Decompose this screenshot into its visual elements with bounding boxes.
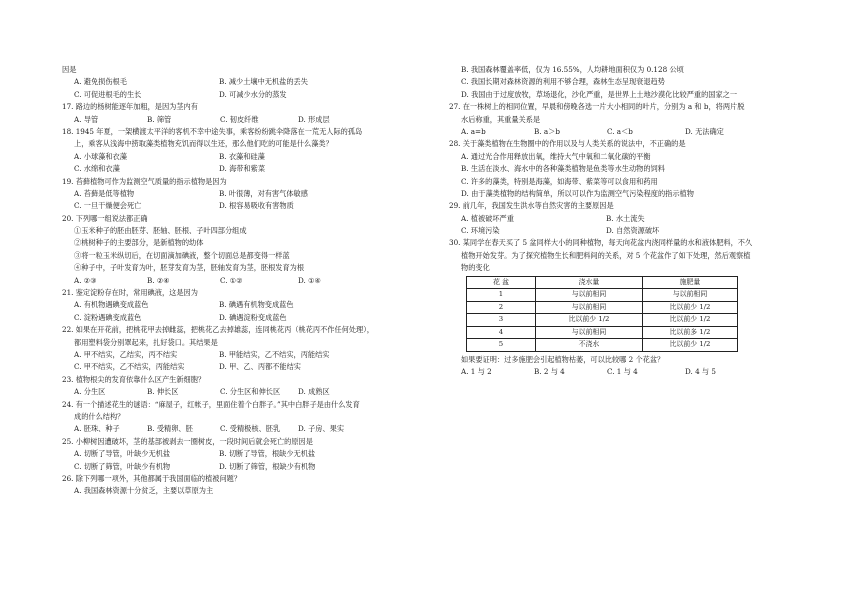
table-cell: 不浇水 <box>536 339 643 352</box>
option-row <box>62 151 427 163</box>
right-column <box>449 64 821 378</box>
option-row <box>62 275 427 287</box>
question-line: 20. 下列哪一组说法都正确 <box>62 213 148 223</box>
table-row <box>467 289 738 302</box>
question-line: 17. 路边的杨树能逐年加粗，是因为茎内有 <box>62 102 198 112</box>
question-line: 25. 小柳树因遭破坏，茎的基部被剥去一圈树皮，一段时间后就会死亡的原因是 <box>62 436 313 446</box>
option-row <box>62 163 427 175</box>
table-cell: 与以前相同 <box>643 289 738 302</box>
answer-option: D. 碘遇淀粉变成蓝色 <box>219 312 287 322</box>
answer-option: B. 2 与 4 <box>534 367 565 377</box>
text-line-continued: 上，乘客从浅海中捞取藻类植物充饥而得以生还，那么他们吃的可能是什么藻类？ <box>74 139 333 149</box>
table-cell: 比以前少 1/2 <box>643 339 738 352</box>
answer-option: C. 淀粉遇碘变成蓝色 <box>74 312 142 322</box>
answer-option: A. 甲不结实，乙结实，丙不结实 <box>74 349 178 359</box>
option-row <box>449 366 821 378</box>
text-line-continued: D. 由于藻类植物的结构简单，所以可以作为监测空气污染程度的指示植物 <box>461 188 694 198</box>
table-cell: 比以前少 1/2 <box>643 301 738 314</box>
answer-option: C. ①② <box>220 275 243 285</box>
answer-option: C. 一旦干燥便会死亡 <box>74 201 142 211</box>
question-line: 26. 除下列哪一项外，其他都属于我国面临的植被问题？ <box>62 473 242 483</box>
option-row <box>62 76 427 88</box>
answer-option: C. 韧皮纤维 <box>220 114 259 124</box>
table-cell: 3 <box>467 314 536 327</box>
option-row <box>62 386 427 398</box>
table-cell: 与以前相同 <box>536 301 643 314</box>
answer-option: A. 苔藓是低等植物 <box>74 188 135 198</box>
table-cell: 与以前相同 <box>536 289 643 302</box>
answer-option: C. 分生区和伸长区 <box>220 387 281 397</box>
text-line-continued: 植物开始发芽。为了探究植物生长和肥料间的关系，对 5 个花盆作了如下处理，然后观察植 <box>461 250 751 260</box>
answer-option: B. ②④ <box>147 275 170 285</box>
table-cell: 2 <box>467 301 536 314</box>
answer-option: A. 导管 <box>74 114 99 124</box>
option-row <box>62 299 427 311</box>
option-row <box>62 361 427 373</box>
question-line: 24. 有一个描述花生的谜语：“麻屋子，红帐子，里面住着个白胖子。”其中白胖子是由什么发育 <box>62 399 360 409</box>
answer-option: B. 衣藻和硅藻 <box>219 151 265 161</box>
option-row <box>62 423 427 435</box>
table-cell: 1 <box>467 289 536 302</box>
question-line: 21. 鉴定淀粉存在时，常用碘液，这是因为 <box>62 288 198 298</box>
table-header-row <box>467 276 738 289</box>
text-line-continued: ①玉米种子的胚由胚芽、胚轴、胚根、子叶四部分组成 <box>74 226 247 236</box>
table-cell: 比以前少 1/2 <box>536 314 643 327</box>
text-line-continued: C. 许多的藻类，特别是海藻，如海带、紫菜等可以食用和药用 <box>461 176 658 186</box>
answer-option: D. 海带和紫菜 <box>219 164 266 174</box>
answer-option: B. 减少土壤中无机盐的丢失 <box>219 77 308 87</box>
answer-option: D. 自然资源破坏 <box>606 226 660 236</box>
table-cell: 比以前多 1/2 <box>643 326 738 339</box>
answer-option: D. 4 与 5 <box>685 367 716 377</box>
answer-option: D. 成熟区 <box>298 387 330 397</box>
option-row <box>62 188 427 200</box>
table-row <box>467 339 738 352</box>
text-line-continued: B. 生活在淡水、海水中的各种藻类植物是鱼类等水生动物的饲料 <box>461 164 665 174</box>
text-line-continued: 成的什么结构？ <box>74 411 125 421</box>
answer-option: A. a=b <box>461 126 486 136</box>
question-line: 23. 植物根尖的发育依靠什么区产生新细胞？ <box>62 374 206 384</box>
answer-option: B. 伸长区 <box>147 387 179 397</box>
left-column <box>62 64 427 498</box>
answer-option: D. 形成层 <box>298 114 330 124</box>
table-cell: 4 <box>467 326 536 339</box>
answer-option: C. 甲不结实，乙不结实，丙能结实 <box>74 362 185 372</box>
answer-option: A. 植被破坏严重 <box>461 213 514 223</box>
answer-option: A. ②③ <box>74 275 97 285</box>
question-line: 19. 苔藓植物可作为监测空气质量的指示植物是因为 <box>62 176 227 186</box>
answer-option: B. a＞b <box>534 126 560 136</box>
question-line: 28. 关于藻类植物在生物圈中的作用以及与人类关系的说法中，不正确的是 <box>449 139 686 149</box>
right-column-top <box>449 64 821 275</box>
answer-option: A. 避免损伤根毛 <box>74 77 127 87</box>
answer-option: A. 1 与 2 <box>461 367 492 377</box>
option-row <box>449 225 821 237</box>
answer-option: B. 甲能结实，乙不结实，丙能结实 <box>219 349 330 359</box>
table-header-cell: 浇水量 <box>536 276 643 289</box>
table-header-cell: 施肥量 <box>643 276 738 289</box>
text-line-continued: ③将一粒玉米纵切后，在切面滴加碘液，整个切面总是都变得一样蓝 <box>74 250 290 260</box>
text-line-continued: C. 我国长期对森林资源的利用不够合理，森林生态呈现衰退趋势 <box>461 77 665 87</box>
question-line: 22. 如果在开花前，把桃花甲去掉雌蕊，把桃花乙去掉雄蕊，连同桃花丙（桃花丙不作任何处理）， <box>62 325 374 335</box>
text-line-continued: B. 我国森林覆盖率低，仅为 16.55%，人均耕地面积仅为 0.128 公顷 <box>461 65 684 74</box>
text-line-continued: ④种子中，子叶发育为叶，胚芽发育为茎，胚轴发育为茎，胚根发育为根 <box>74 263 305 273</box>
text-line-continued: A. 我国森林资源十分贫乏，主要以草原为主 <box>74 486 214 496</box>
answer-option: C. 切断了筛管，叶缺少有机物 <box>74 461 171 471</box>
answer-option: B. 切断了导管，根缺少无机盐 <box>219 449 316 459</box>
answer-option: D. 切断了筛管，根缺少有机物 <box>219 461 316 471</box>
table-cell: 5 <box>467 339 536 352</box>
option-row <box>449 213 821 225</box>
answer-option: B. 受精卵、胚 <box>147 424 193 434</box>
question-line: 30. 某同学在春天买了 5 盆同样大小的同种植物，每天向花盆内浇同样量的水和液体肥料，不久 <box>449 238 753 248</box>
option-row <box>62 114 427 126</box>
answer-option: A. 小球藻和衣藻 <box>74 151 127 161</box>
text-line-continued: D. 我国由于过度放牧，草场退化，沙化严重，是世界上土地沙漠化比较严重的国家之一 <box>461 89 738 99</box>
option-row <box>62 349 427 361</box>
option-row <box>62 461 427 473</box>
table-row <box>467 314 738 327</box>
table-row <box>467 301 738 314</box>
answer-option: D. 无法确定 <box>685 126 724 136</box>
text-line-continued: A. 通过光合作用释放出氧，维持大气中氧和二氧化碳的平衡 <box>461 151 651 161</box>
table-row <box>467 326 738 339</box>
answer-option: C. 水绵和衣藻 <box>74 164 120 174</box>
flowerpot-table <box>466 276 738 352</box>
option-row <box>62 200 427 212</box>
text-line-continued: 如果要证明：过多施肥会引起植物枯萎，可以比较哪 2 个花盆？ <box>461 354 665 364</box>
question-line: 因是 <box>62 65 77 74</box>
answer-option: A. 切断了导管，叶缺少无机盐 <box>74 449 171 459</box>
answer-option: B. 水土流失 <box>606 213 645 223</box>
answer-option: C. 1 与 4 <box>607 367 638 377</box>
right-column-bottom <box>449 354 821 379</box>
answer-option: D. 子房、果实 <box>298 424 345 434</box>
answer-option: D. ①④ <box>298 275 321 285</box>
answer-option: C. 环境污染 <box>461 226 500 236</box>
table-cell: 与以前相同 <box>536 326 643 339</box>
table-cell: 比以前少 1/2 <box>643 314 738 327</box>
question-line: 29. 前几年，我国发生洪水等自然灾害的主要原因是 <box>449 201 614 211</box>
answer-option: C. 受精极核、胚乳 <box>220 424 281 434</box>
answer-option: C. 可促进根毛的生长 <box>74 89 142 99</box>
answer-option: D. 可减少水分的蒸发 <box>219 89 287 99</box>
table-header-cell: 花 盆 <box>467 276 536 289</box>
option-row <box>62 89 427 101</box>
question-line: 18. 1945 年夏，一架横渡太平洋的客机不幸中途失事，乘客纷纷跳伞降落在一荒无人际的孤岛 <box>62 126 363 136</box>
text-line-continued: ②桃树种子的主要部分，是新植物的幼体 <box>74 238 204 248</box>
question-line: 27. 在一株树上的相同位置，早晨和傍晚各选一片大小相同的叶片，分别为 a 和 b，将两片脱 <box>449 102 745 112</box>
answer-option: D. 甲、乙、丙都不能结实 <box>219 362 301 372</box>
answer-option: D. 根容易吸收有害物质 <box>219 201 294 211</box>
option-row <box>449 126 821 138</box>
answer-option: B. 叶很薄，对有害气体敏感 <box>219 188 308 198</box>
answer-option: A. 分生区 <box>74 387 106 397</box>
text-line-continued: 都用塑料袋分别罩起来，扎好袋口。其结果是 <box>74 337 218 347</box>
answer-option: B. 碘遇有机物变成蓝色 <box>219 300 294 310</box>
answer-option: A. 胚珠、种子 <box>74 424 120 434</box>
answer-option: A. 有机物遇碘变成蓝色 <box>74 300 149 310</box>
text-line-continued: 水后称重，其重量关系是 <box>461 114 541 124</box>
option-row <box>62 448 427 460</box>
answer-option: B. 筛管 <box>147 114 172 124</box>
text-line-continued: 物的变化 <box>461 263 490 273</box>
answer-option: C. a＜b <box>607 126 633 136</box>
option-row <box>62 312 427 324</box>
